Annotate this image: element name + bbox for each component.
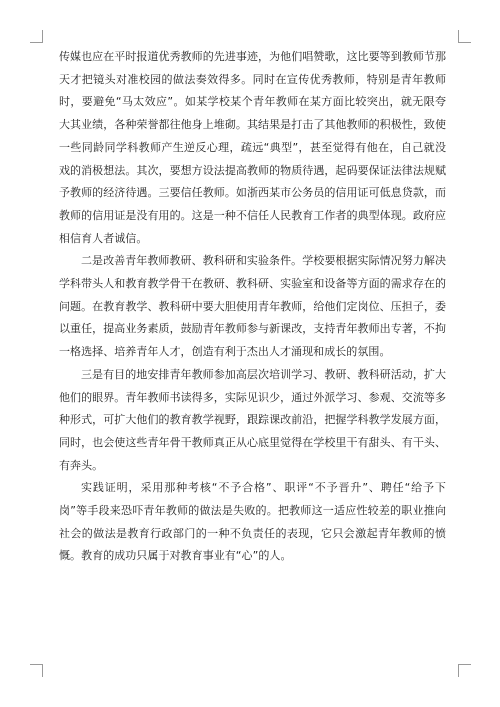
crop-mark-bottom-left bbox=[30, 664, 43, 677]
paragraph-conclusion: 实践证明，采用那种考核“不予合格”、职评“不予晋升”、聘任“给予下岗”等手段来恐吓青年教师的做法是失败的。把教师这一适应性较差的职业推向社会的做法是教育行政部门的一种不负责任的表现，它只会激起青年教师的愤慨。教育的成功只属于对教育事业有“心”的人。 bbox=[59, 481, 446, 563]
paragraph-third-measure: 三是有目的地安排青年教师参加高层次培训学习、教研、教科研活动，扩大他们的眼界。青年教师书读得多，实际见识少，通过外派学习、参观、交流等多种形式，可扩大他们的教育教学视野，跟踪课改前沿，把握学科教学发展方面，同时，也会使这些青年骨干教师真正从心底里觉得在学校里干有甜头、有干头、有奔头。 bbox=[59, 367, 446, 472]
crop-mark-top-right bbox=[458, 30, 471, 43]
paragraph-continued: 传媒也应在平时报道优秀教师的先进事迹，为他们唱赞歌，这比要等到教师节那天才把镜头对准校园的做法奏效得多。同时在宣传优秀教师，特别是青年教师时，要避免“马太效应”。如某学校某个青年教师在某方面比较突出，就无限夸大其业绩，各种荣誉都往他身上堆砌。其结果是打击了其他教师的积极性，致使一些同龄同学科教师产生逆反心理，疏远“典型”，甚至觉得有他在，自己就没戏的消极想法。其次，要想方设法提高教师的物质待遇，起码要保证法律法规赋予教师的经济待遇。三要信任教师。如浙西某市公务员的信用证可低息贷款，而教师的信用证是没有用的。这是一种不信任人民教育工作者的典型体现。政府应相信育人者诚信。 bbox=[59, 50, 446, 245]
paragraph-second-measure: 二是改善青年教师教研、教科研和实验条件。学校要根据实际情况努力解决学科带头人和教育教学骨干在教研、教科研、实验室和设备等方面的需求存在的问题。在教育教学、教科研中要大胆使用青年教师，给他们定岗位、压担子，委以重任，提高业务素质，鼓励青年教师参与新课改，支持青年教师出专著，不拘一格选择、培养青年人才，创造有利于杰出人才涌现和成长的氛围。 bbox=[59, 254, 446, 359]
document-body bbox=[59, 46, 446, 568]
crop-mark-bottom-right bbox=[458, 664, 471, 677]
crop-mark-top-left bbox=[30, 30, 43, 43]
